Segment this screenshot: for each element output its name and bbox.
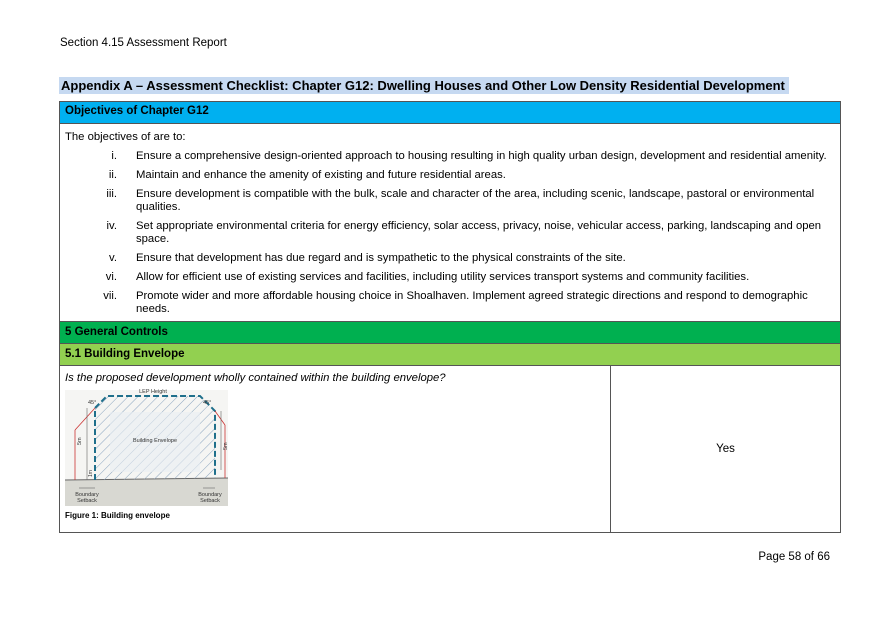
building-envelope-question-cell [60,366,611,532]
objective-text: Set appropriate environmental criteria for energy efficiency, solar access, privacy, noise, vehicular access, parking, landscaping and open space. [136,220,822,245]
figure-top-label: LEP Height [139,389,167,395]
objective-number: vi. [105,271,117,283]
objective-text: Ensure a comprehensive design-oriented approach to housing resulting in high quality urban design, development and residential amenity. [136,150,827,162]
objectives-intro: The objectives of are to: [65,131,186,143]
figure-left-height: 5m [77,437,83,445]
building-envelope-figure [65,390,228,506]
objective-text: Maintain and enhance the amenity of existing and future residential areas. [136,169,506,181]
objectives-section [60,124,840,322]
building-envelope-answer-cell [611,366,840,532]
objective-text: Ensure that development has due regard and is sympathetic to the physical constraints of the site. [136,252,626,264]
building-envelope-row [60,366,840,532]
objectives-list [65,150,835,316]
objective-item [65,271,835,284]
objective-item [65,220,835,246]
figure-right-setback-line1: Boundary [198,492,222,498]
objective-number: ii. [108,169,117,181]
figure-left-angle: 45° [88,400,97,406]
assessment-checklist-table [59,101,841,533]
figure-left-small: 1m [88,470,94,477]
objective-item [65,252,835,265]
general-controls-heading: 5 General Controls [60,322,840,344]
objective-number: iii. [106,188,117,200]
objective-number: v. [109,252,117,264]
figure-right-height: 5m [223,442,229,450]
objective-number: i. [111,150,117,162]
page-number: Page 58 of 66 [758,551,830,563]
building-envelope-diagram [65,390,228,506]
building-envelope-heading: 5.1 Building Envelope [60,344,840,366]
objective-text: Promote wider and more affordable housing choice in Shoalhaven. Implement agreed strategic directions and respond to demographic needs. [136,290,808,315]
figure-right-setback-line2: Setback [200,498,220,504]
appendix-title: Appendix A – Assessment Checklist: Chapter G12: Dwelling Houses and Other Low Density Residential Development [59,77,789,94]
objective-item [65,290,835,316]
report-header: Section 4.15 Assessment Report [60,37,227,49]
objective-text: Ensure development is compatible with the bulk, scale and character of the area, including scenic, landscape, pastoral or environmental qualities. [136,188,815,213]
figure-caption: Figure 1: Building envelope [65,511,170,520]
figure-left-setback-line2: Setback [77,498,97,504]
objective-item [65,150,835,163]
objectives-heading: Objectives of Chapter G12 [60,102,840,124]
objective-number: iv. [106,220,117,232]
figure-center-label: Building Envelope [132,438,178,444]
objective-text: Allow for efficient use of existing services and facilities, including utility services transport systems and community facilities. [136,271,750,283]
objective-item [65,169,835,182]
building-envelope-question: Is the proposed development wholly contained within the building envelope? [65,372,446,384]
figure-left-setback-line1: Boundary [75,492,99,498]
building-envelope-answer: Yes [716,443,735,455]
objective-number: vii. [103,290,117,302]
objective-item [65,188,835,214]
figure-right-angle: 45° [203,400,212,406]
